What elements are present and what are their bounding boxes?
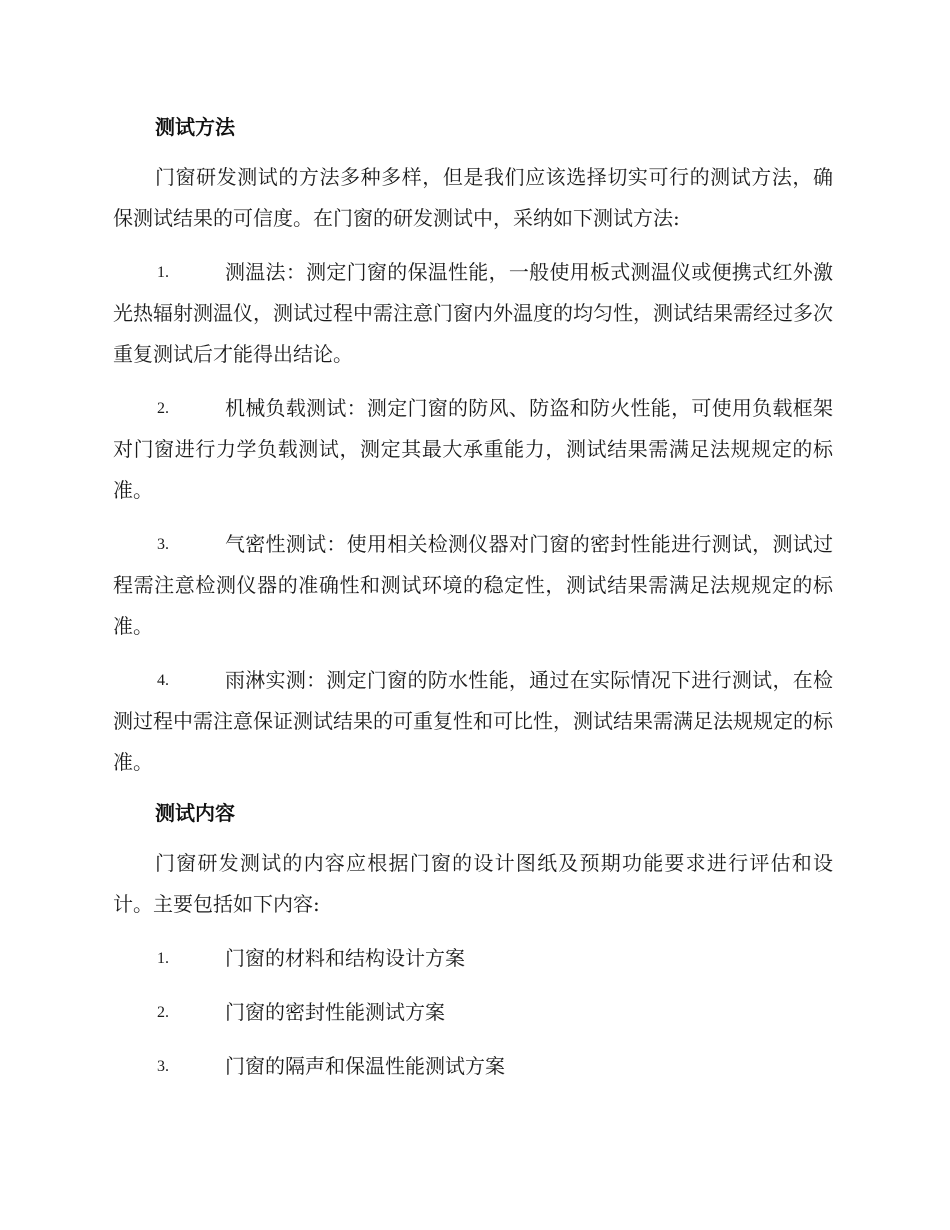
list-text: 机械负载测试：测定门窗的防风、防盗和防火性能，可使用负载框架对门窗进行力学负载测试，测定其最大承重能力，测试结果需满足法规规定的标准。 <box>113 396 833 502</box>
list-item <box>113 938 833 979</box>
list-item <box>113 660 833 783</box>
list-text: 门窗的隔声和保温性能测试方案 <box>225 1054 505 1078</box>
list-number: 2. <box>157 400 169 417</box>
list-item <box>113 992 833 1033</box>
list-item <box>113 252 833 375</box>
list-number: 3. <box>157 536 169 553</box>
list-number: 2. <box>157 1004 169 1021</box>
list-number: 3. <box>157 1058 169 1075</box>
list-number: 4. <box>157 672 169 689</box>
list-text: 门窗的材料和结构设计方案 <box>225 946 465 970</box>
contents-intro: 门窗研发测试的内容应根据门窗的设计图纸及预期功能要求进行评估和设计。主要包括如下内容: <box>113 851 833 916</box>
list-item <box>113 388 833 511</box>
list-text: 门窗的密封性能测试方案 <box>225 1000 445 1024</box>
list-number: 1. <box>157 950 169 967</box>
methods-intro: 门窗研发测试的方法多种多样，但是我们应该选择切实可行的测试方法，确保测试结果的可信度。在门窗的研发测试中，采纳如下测试方法: <box>113 165 833 230</box>
list-text: 测温法：测定门窗的保温性能，一般使用板式测温仪或便携式红外激光热辐射测温仪，测试过程中需注意门窗内外温度的均匀性，测试结果需经过多次重复测试后才能得出结论。 <box>113 260 833 366</box>
list-item <box>113 1046 833 1087</box>
section-heading-contents: 测试内容 <box>155 801 235 825</box>
document-body <box>113 110 833 1087</box>
list-number: 1. <box>157 264 169 281</box>
list-text: 气密性测试：使用相关检测仪器对门窗的密封性能进行测试，测试过程需注意检测仪器的准确性和测试环境的稳定性，测试结果需满足法规规定的标准。 <box>113 532 833 638</box>
list-text: 雨淋实测：测定门窗的防水性能，通过在实际情况下进行测试，在检测过程中需注意保证测试结果的可重复性和可比性，测试结果需满足法规规定的标准。 <box>113 668 833 774</box>
section-heading-methods: 测试方法 <box>155 115 235 139</box>
list-item <box>113 524 833 647</box>
